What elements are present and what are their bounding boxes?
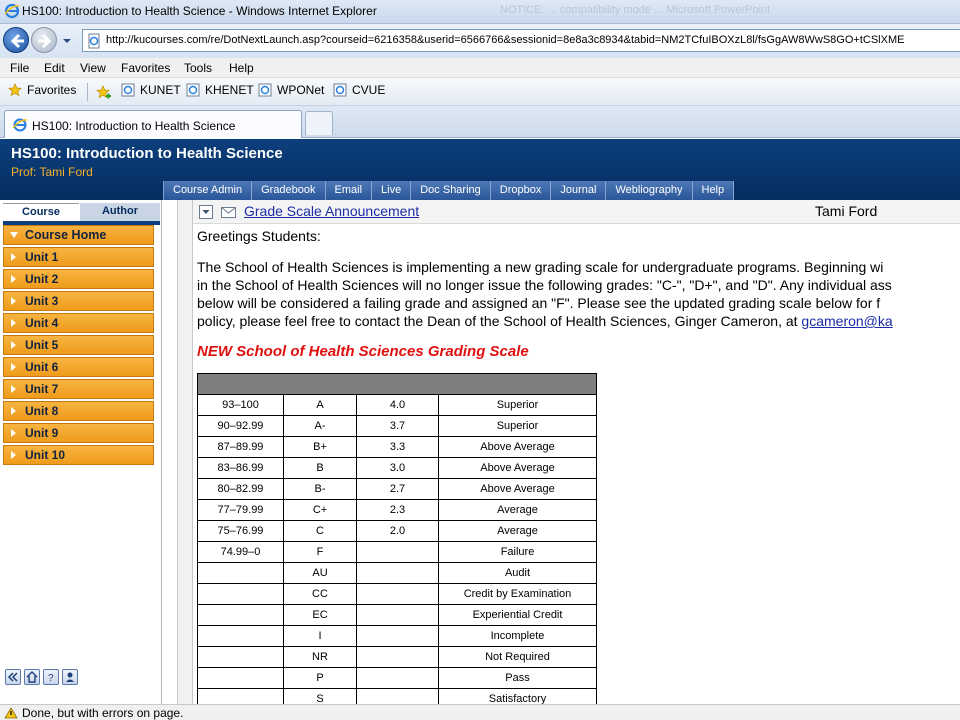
letter-grade-cell: EC	[284, 605, 357, 626]
window-title: HS100: Introduction to Health Science - Windows Internet Explorer	[22, 4, 377, 18]
table-header-row	[198, 374, 597, 395]
menu-favorites[interactable]: Favorites	[121, 61, 171, 75]
table-row	[198, 542, 597, 563]
letter-grade-cell: A	[284, 395, 357, 416]
collapse-sidebar-button[interactable]	[5, 669, 21, 685]
collapsed-triangle-icon	[11, 275, 16, 283]
letter-grade-cell: AU	[284, 563, 357, 584]
collapsed-triangle-icon	[11, 407, 16, 415]
favorite-link-kunet[interactable]: KUNET	[121, 83, 181, 101]
ie-page-icon	[121, 83, 135, 97]
professor-label: Prof:	[11, 165, 37, 179]
status-text: Done, but with errors on page.	[22, 706, 184, 720]
table-row	[198, 479, 597, 500]
table-row	[198, 605, 597, 626]
range-cell: 93–100	[198, 395, 284, 416]
announcement-body	[197, 258, 960, 330]
nav-webliography[interactable]: Webliography	[606, 181, 692, 200]
ie-page-icon	[333, 83, 347, 97]
table-row	[198, 647, 597, 668]
question-icon	[44, 670, 58, 684]
sidebar-item-unit-1[interactable]: Unit 1	[3, 247, 154, 267]
double-chevron-left-icon	[6, 670, 20, 684]
professor-name: Tami Ford	[39, 165, 93, 179]
letter-grade-cell: B-	[284, 479, 357, 500]
sidebar-item-unit-4[interactable]: Unit 4	[3, 313, 154, 333]
new-tab-button[interactable]	[305, 111, 333, 135]
navigation-bar	[0, 24, 960, 58]
range-cell	[198, 689, 284, 705]
grade-points-cell: 4.0	[357, 395, 439, 416]
range-cell	[198, 647, 284, 668]
favorites-bar	[0, 78, 960, 106]
letter-grade-cell: I	[284, 626, 357, 647]
window-title-bar	[0, 0, 960, 24]
tab-author[interactable]: Author	[80, 203, 160, 221]
announcement-title-link[interactable]: Grade Scale Announcement	[244, 203, 420, 219]
description-cell: Incomplete	[439, 626, 597, 647]
nav-live[interactable]: Live	[372, 181, 411, 200]
ie-page-icon	[258, 83, 272, 97]
letter-grade-cell: F	[284, 542, 357, 563]
description-cell: Above Average	[439, 479, 597, 500]
description-cell: Credit by Examination	[439, 584, 597, 605]
grade-points-cell: 2.0	[357, 521, 439, 542]
ie-page-icon	[186, 83, 200, 97]
range-cell: 80–82.99	[198, 479, 284, 500]
professor-line	[11, 165, 93, 179]
frame-splitter[interactable]	[177, 200, 193, 704]
announcement-author: Tami Ford	[815, 203, 878, 219]
forward-arrow-icon	[37, 33, 53, 49]
collapsed-triangle-icon	[11, 363, 16, 371]
grade-points-cell	[357, 542, 439, 563]
grading-scale-heading: NEW School of Health Sciences Grading Scale	[197, 343, 529, 360]
course-nav-bar	[163, 181, 734, 200]
letter-grade-cell: P	[284, 668, 357, 689]
description-cell: Not Required	[439, 647, 597, 668]
sidebar-item-unit-5[interactable]: Unit 5	[3, 335, 154, 355]
description-cell: Audit	[439, 563, 597, 584]
person-icon	[63, 670, 77, 684]
grade-points-cell	[357, 605, 439, 626]
collapsed-triangle-icon	[11, 451, 16, 459]
range-cell: 83–86.99	[198, 458, 284, 479]
sidebar-item-course-home[interactable]: Course Home	[3, 225, 154, 245]
body-line-4: policy, please feel free to contact the Dean of the School of Health Sciences, Ginger Cameron, at gcameron@ka	[197, 313, 893, 329]
browser-tab-strip	[0, 106, 960, 138]
grade-points-cell	[357, 689, 439, 705]
range-cell	[198, 626, 284, 647]
nav-gradebook[interactable]: Gradebook	[252, 181, 325, 200]
description-cell: Average	[439, 500, 597, 521]
table-row	[198, 437, 597, 458]
body-line-2: in the School of Health Sciences will no longer issue the following grades: "C-", "D+", and "D". Any individual ass	[197, 277, 892, 293]
grade-points-cell: 2.7	[357, 479, 439, 500]
favorite-link-cvue[interactable]: CVUE	[333, 83, 385, 101]
description-cell: Pass	[439, 668, 597, 689]
menu-view[interactable]: View	[80, 61, 106, 75]
letter-grade-cell: C+	[284, 500, 357, 521]
table-row	[198, 689, 597, 705]
home-icon	[25, 670, 39, 684]
collapsed-triangle-icon	[11, 253, 16, 261]
expanded-triangle-icon	[10, 232, 18, 238]
letter-grade-cell: S	[284, 689, 357, 705]
nav-dropbox[interactable]: Dropbox	[491, 181, 552, 200]
envelope-icon	[221, 205, 236, 218]
back-button[interactable]	[3, 27, 29, 53]
grade-points-cell	[357, 563, 439, 584]
nav-course-admin[interactable]: Course Admin	[164, 181, 252, 200]
add-to-favorites-icon[interactable]	[96, 85, 112, 101]
tab-active[interactable]	[4, 110, 302, 138]
range-cell: 77–79.99	[198, 500, 284, 521]
table-row	[198, 563, 597, 584]
tab-label: HS100: Introduction to Health Science	[32, 119, 236, 133]
grade-points-cell: 2.3	[357, 500, 439, 521]
nav-journal[interactable]: Journal	[551, 181, 606, 200]
body-line-1: The School of Health Sciences is implementing a new grading scale for undergraduate programs. Beginning wi	[197, 259, 884, 275]
sidebar-item-unit-7[interactable]: Unit 7	[3, 379, 154, 399]
letter-grade-cell: C	[284, 521, 357, 542]
recent-pages-dropdown-icon[interactable]	[60, 35, 74, 47]
menu-tools[interactable]: Tools	[184, 61, 213, 75]
course-header	[0, 139, 960, 200]
status-bar	[0, 704, 960, 720]
sidebar-item-unit-8[interactable]: Unit 8	[3, 401, 154, 421]
favorite-link-wponet[interactable]: WPONet	[258, 83, 324, 101]
collapsed-triangle-icon	[11, 341, 16, 349]
description-cell: Above Average	[439, 458, 597, 479]
home-button[interactable]	[24, 669, 40, 685]
internet-explorer-icon	[12, 117, 28, 133]
table-row	[198, 584, 597, 605]
background-window-title: NOTICE: ... compatibility mode ... Microsoft PowerPoint	[500, 4, 771, 16]
table-row	[198, 395, 597, 416]
grade-points-cell	[357, 626, 439, 647]
menu-file[interactable]: File	[10, 61, 30, 75]
description-cell: Superior	[439, 416, 597, 437]
favorite-link-khenet[interactable]: KHENET	[186, 83, 254, 101]
grade-points-cell	[357, 647, 439, 668]
range-cell: 87–89.99	[198, 437, 284, 458]
announcement-header	[193, 200, 960, 224]
sidebar-tabs	[0, 203, 162, 221]
back-arrow-icon	[9, 33, 25, 49]
letter-grade-cell: A-	[284, 416, 357, 437]
greeting-text: Greetings Students:	[197, 228, 321, 244]
range-cell	[198, 584, 284, 605]
announcement-content	[193, 200, 960, 704]
star-icon	[8, 83, 22, 97]
grade-points-cell: 3.0	[357, 458, 439, 479]
body-line-3: below will be considered a failing grade and assigned an "F". Please see the updated grading scale below for f	[197, 295, 881, 311]
forward-button[interactable]	[31, 27, 57, 53]
unit-list	[3, 225, 154, 467]
letter-grade-cell: NR	[284, 647, 357, 668]
grade-points-cell: 3.7	[357, 416, 439, 437]
description-cell: Experiential Credit	[439, 605, 597, 626]
letter-grade-cell: B+	[284, 437, 357, 458]
menu-edit[interactable]: Edit	[44, 61, 65, 75]
collapse-announcement-icon[interactable]	[199, 205, 213, 219]
collapsed-triangle-icon	[11, 429, 16, 437]
range-cell	[198, 605, 284, 626]
favorites-separator	[87, 83, 88, 101]
description-cell: Average	[439, 521, 597, 542]
table-row	[198, 521, 597, 542]
table-header-cell	[198, 374, 597, 395]
grade-points-cell	[357, 668, 439, 689]
table-row	[198, 668, 597, 689]
menu-help[interactable]: Help	[229, 61, 254, 75]
help-button[interactable]	[43, 669, 59, 685]
sidebar-tools	[5, 669, 78, 687]
range-cell: 74.99–0	[198, 542, 284, 563]
table-row	[198, 416, 597, 437]
page-icon	[86, 33, 102, 49]
course-title: HS100: Introduction to Health Science	[11, 145, 283, 162]
dean-email-link[interactable]: gcameron@ka	[801, 313, 893, 329]
letter-grade-cell: CC	[284, 584, 357, 605]
sidebar-item-unit-6[interactable]: Unit 6	[3, 357, 154, 377]
sidebar-item-unit-9[interactable]: Unit 9	[3, 423, 154, 443]
range-cell: 75–76.99	[198, 521, 284, 542]
description-cell: Superior	[439, 395, 597, 416]
table-row	[198, 626, 597, 647]
sidebar-item-unit-3[interactable]: Unit 3	[3, 291, 154, 311]
table-row	[198, 458, 597, 479]
range-cell	[198, 563, 284, 584]
table-row	[198, 500, 597, 521]
letter-grade-cell: B	[284, 458, 357, 479]
grading-scale-body	[198, 395, 597, 705]
description-cell: Failure	[439, 542, 597, 563]
svg-text:?: ?	[48, 673, 54, 684]
sidebar-item-unit-10[interactable]: Unit 10	[3, 445, 154, 465]
collapsed-triangle-icon	[11, 297, 16, 305]
menu-bar	[0, 58, 960, 78]
grading-scale-table	[197, 373, 597, 704]
url-text[interactable]: http://kucourses.com/re/DotNextLaunch.asp?courseid=6216358&userid=6566766&sessionid=8e8a3c8934&tabid=NM2TCfuIBOXzL8l/fsGgAW8WwS8GO+tCSlXME	[106, 34, 905, 46]
sidebar-item-unit-2[interactable]: Unit 2	[3, 269, 154, 289]
description-cell: Satisfactory	[439, 689, 597, 705]
favorites-label: Favorites	[27, 83, 77, 97]
collapsed-triangle-icon	[11, 385, 16, 393]
course-sidebar	[0, 200, 162, 704]
favorites-button[interactable]	[8, 83, 76, 101]
grade-points-cell	[357, 584, 439, 605]
nav-help[interactable]: Help	[693, 181, 735, 200]
grade-points-cell: 3.3	[357, 437, 439, 458]
range-cell	[198, 668, 284, 689]
range-cell: 90–92.99	[198, 416, 284, 437]
description-cell: Above Average	[439, 437, 597, 458]
nav-email[interactable]: Email	[326, 181, 373, 200]
collapsed-triangle-icon	[11, 319, 16, 327]
nav-doc-sharing[interactable]: Doc Sharing	[411, 181, 491, 200]
internet-explorer-icon	[4, 3, 20, 19]
tab-course[interactable]: Course	[3, 203, 79, 221]
address-bar[interactable]	[82, 29, 960, 52]
warning-icon[interactable]	[4, 707, 18, 719]
profile-button[interactable]	[62, 669, 78, 685]
